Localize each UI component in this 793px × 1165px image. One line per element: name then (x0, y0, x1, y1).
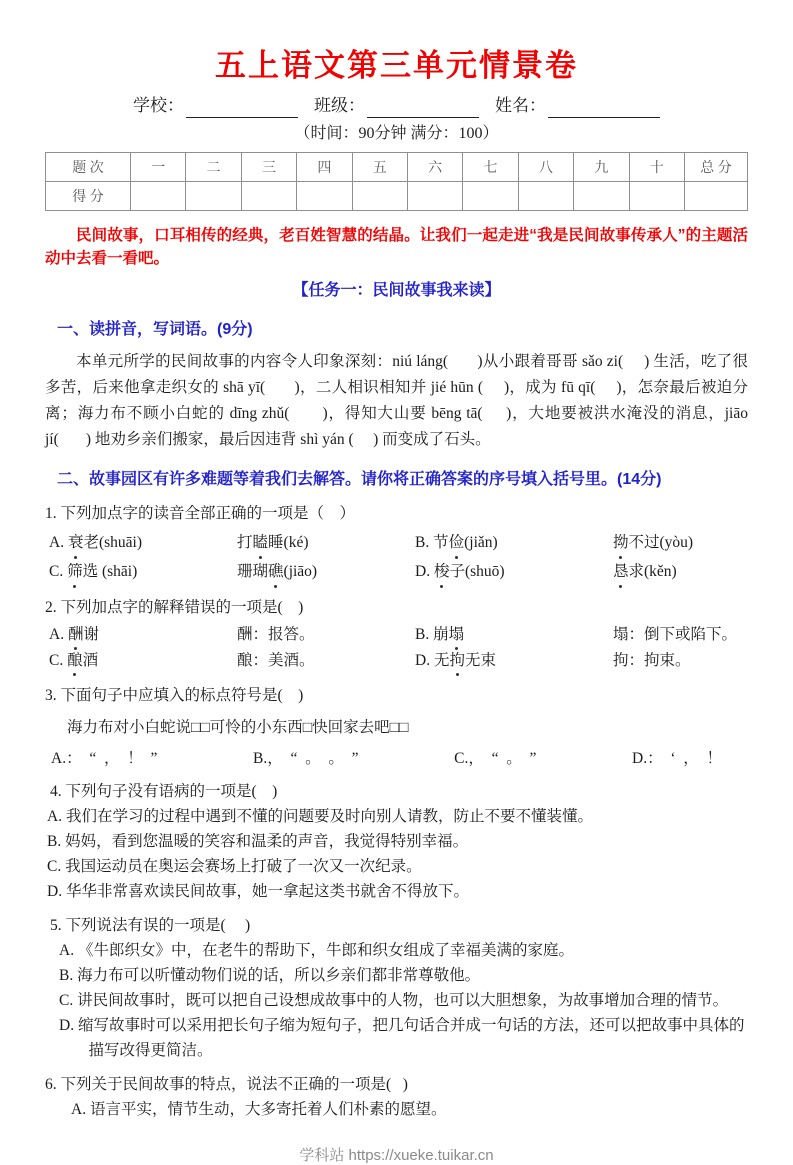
score-cell-7: 七 (463, 153, 518, 182)
score-cell-4: 四 (297, 153, 352, 182)
q3-option-b: B.， “ 。 。 ” (252, 750, 359, 767)
q5-option-b: B. 海力布可以听懂动物们说的话，所以乡亲们都非常尊敬他。 (59, 967, 481, 984)
q4-option-d: D. 华华非常喜欢读民间故事，她一拿起这类书就舍不得放下。 (47, 883, 469, 900)
q1-option-c2: 珊瑚礁(jiāo) (237, 557, 415, 586)
score-cell-1: 一 (131, 153, 186, 182)
q1-option-c1: C. 筛选 (shāi) (49, 557, 237, 586)
score-cell-title: 题 次 (46, 153, 131, 182)
q3-option-c: C.， “ 。 ” (454, 750, 537, 767)
score-cell-2: 二 (186, 153, 241, 182)
q1-options (49, 528, 748, 586)
score-cell-8: 八 (518, 153, 573, 182)
q1-option-d1: D. 梭子(shuō) (415, 557, 613, 586)
q3-sentence: 海力布对小白蛇说□□可怜的小东西□快回家去吧□□ (67, 719, 409, 736)
q4-stem: 4. 下列句子没有语病的一项是( ) (50, 783, 278, 800)
score-cell-empty (463, 182, 518, 211)
score-cell-10: 十 (629, 153, 684, 182)
q2-options (49, 622, 748, 674)
score-table (45, 152, 748, 211)
q4-option-a: A. 我们在学习的过程中遇到不懂的问题要及时向别人请教，防止不要不懂装懂。 (47, 808, 593, 825)
q5-option-a: A. 《牛郎织女》中，在老牛的帮助下，牛郎和织女组成了幸福美满的家庭。 (59, 942, 574, 959)
section1-heading: 一、读拼音，写词语。(9分) (57, 321, 253, 338)
q1-option-a2: 打瞌睡(ké) (237, 528, 415, 557)
score-cell-9: 九 (574, 153, 629, 182)
q3-option-d: D.： ‘ ， ！ (632, 750, 722, 767)
q1-option-b2: 拗不过(yòu) (613, 528, 748, 557)
q2-gloss-b: 塌：倒下或陷下。 (613, 626, 738, 643)
score-row-label: 得 分 (46, 182, 131, 211)
q4-option-b: B. 妈妈，看到您温暖的笑容和温柔的声音，我觉得特别幸福。 (47, 833, 469, 850)
school-label: 学校： (133, 96, 184, 115)
section1-body: 本单元所学的民间故事的内容令人印象深刻：niú láng( )从小跟着哥哥 sǎo zi( ) 生活，吃了很多苦，后来他拿走织女的 shā yī( )，二人相识相知并 jié hūn ( )，成为 fū qī( )，怎奈最后被迫分离；海力布不顾小白蛇的 dīng zhǔ( )，得知大山要 bēng tā( )，大地要被洪水淹没的消息，jiāo jí( ) 地劝乡亲们搬家，最后因违背 shì yán ( ) 而变成了石头。 (45, 353, 748, 448)
q2-gloss-c: 酿：美酒。 (237, 652, 315, 669)
score-cell-3: 三 (241, 153, 296, 182)
q2-gloss-d: 拘：拘束。 (613, 652, 691, 669)
score-cell-empty (186, 182, 241, 211)
name-label: 姓名： (495, 96, 546, 115)
score-cell-empty (685, 182, 748, 211)
score-cell-empty (629, 182, 684, 211)
q2-stem: 2. 下列加点字的解释错误的一项是( ) (45, 599, 304, 616)
footer-watermark: 学科站 https://xueke.tuikar.cn (299, 1147, 494, 1164)
section2-heading: 二、故事园区有许多难题等着我们去解答。请你将正确答案的序号填入括号里。(14分) (57, 471, 662, 488)
q6-option-a: A. 语言平实，情节生动，大多寄托着人们朴素的愿望。 (71, 1101, 447, 1118)
q1-option-a1: A. 衰老(shuāi) (49, 528, 237, 557)
q2-option-a: A. 酬谢 (49, 622, 237, 648)
score-cell-empty (297, 182, 352, 211)
q1-option-d2: 恳求(kěn) (613, 557, 748, 586)
score-cell-empty (352, 182, 407, 211)
q6-stem: 6. 下列关于民间故事的特点，说法不正确的一项是( ) (45, 1076, 408, 1093)
intro-paragraph: 民间故事，口耳相传的经典，老百姓智慧的结晶。让我们一起走进“我是民间故事传承人”的主题活动中去看一看吧。 (45, 227, 748, 267)
class-blank-line (367, 97, 479, 118)
q5-option-d: D. 缩写故事时可以采用把长句子缩为短句子，把几句话合并成一句话的方法，还可以把故事中具体的描写改得更简洁。 (59, 1017, 745, 1059)
score-table-score-row (46, 182, 748, 211)
score-cell-empty (574, 182, 629, 211)
q3-options (45, 741, 748, 770)
student-info-row (45, 94, 748, 118)
class-label: 班级： (314, 96, 365, 115)
exam-title: 五上语文第三单元情景卷 (215, 48, 578, 83)
school-blank-line (186, 97, 298, 118)
name-blank-line (548, 97, 660, 118)
q1-option-b1: B. 节俭(jiǎn) (415, 528, 613, 557)
score-cell-empty (131, 182, 186, 211)
score-cell-empty (241, 182, 296, 211)
q2-option-b: B. 崩塌 (415, 622, 613, 648)
q2-option-d: D. 无拘无束 (415, 648, 613, 674)
score-cell-total: 总 分 (685, 153, 748, 182)
score-cell-empty (407, 182, 462, 211)
q2-option-c: C. 酿酒 (49, 648, 237, 674)
task1-heading: 【任务一：民间故事我来读】 (292, 282, 501, 299)
score-cell-empty (518, 182, 573, 211)
q4-option-c: C. 我国运动员在奥运会赛场上打破了一次又一次纪录。 (47, 858, 422, 875)
q3-option-a: A.： “ ， ！ ” (51, 750, 158, 767)
q5-stem: 5. 下列说法有误的一项是( ) (50, 917, 251, 934)
score-table-header-row (46, 153, 748, 182)
q1-stem: 1. 下列加点字的读音全部正确的一项是（ ） (45, 505, 356, 522)
q3-stem: 3. 下面句子中应填入的标点符号是( ) (45, 687, 304, 704)
q5-option-c: C. 讲民间故事时，既可以把自己设想成故事中的人物，也可以大胆想象，为故事增加合理的情节。 (59, 992, 729, 1009)
q2-gloss-a: 酬：报答。 (237, 626, 315, 643)
score-cell-5: 五 (352, 153, 407, 182)
score-cell-6: 六 (407, 153, 462, 182)
time-score-line: （时间：90分钟 满分：100） (294, 125, 499, 142)
